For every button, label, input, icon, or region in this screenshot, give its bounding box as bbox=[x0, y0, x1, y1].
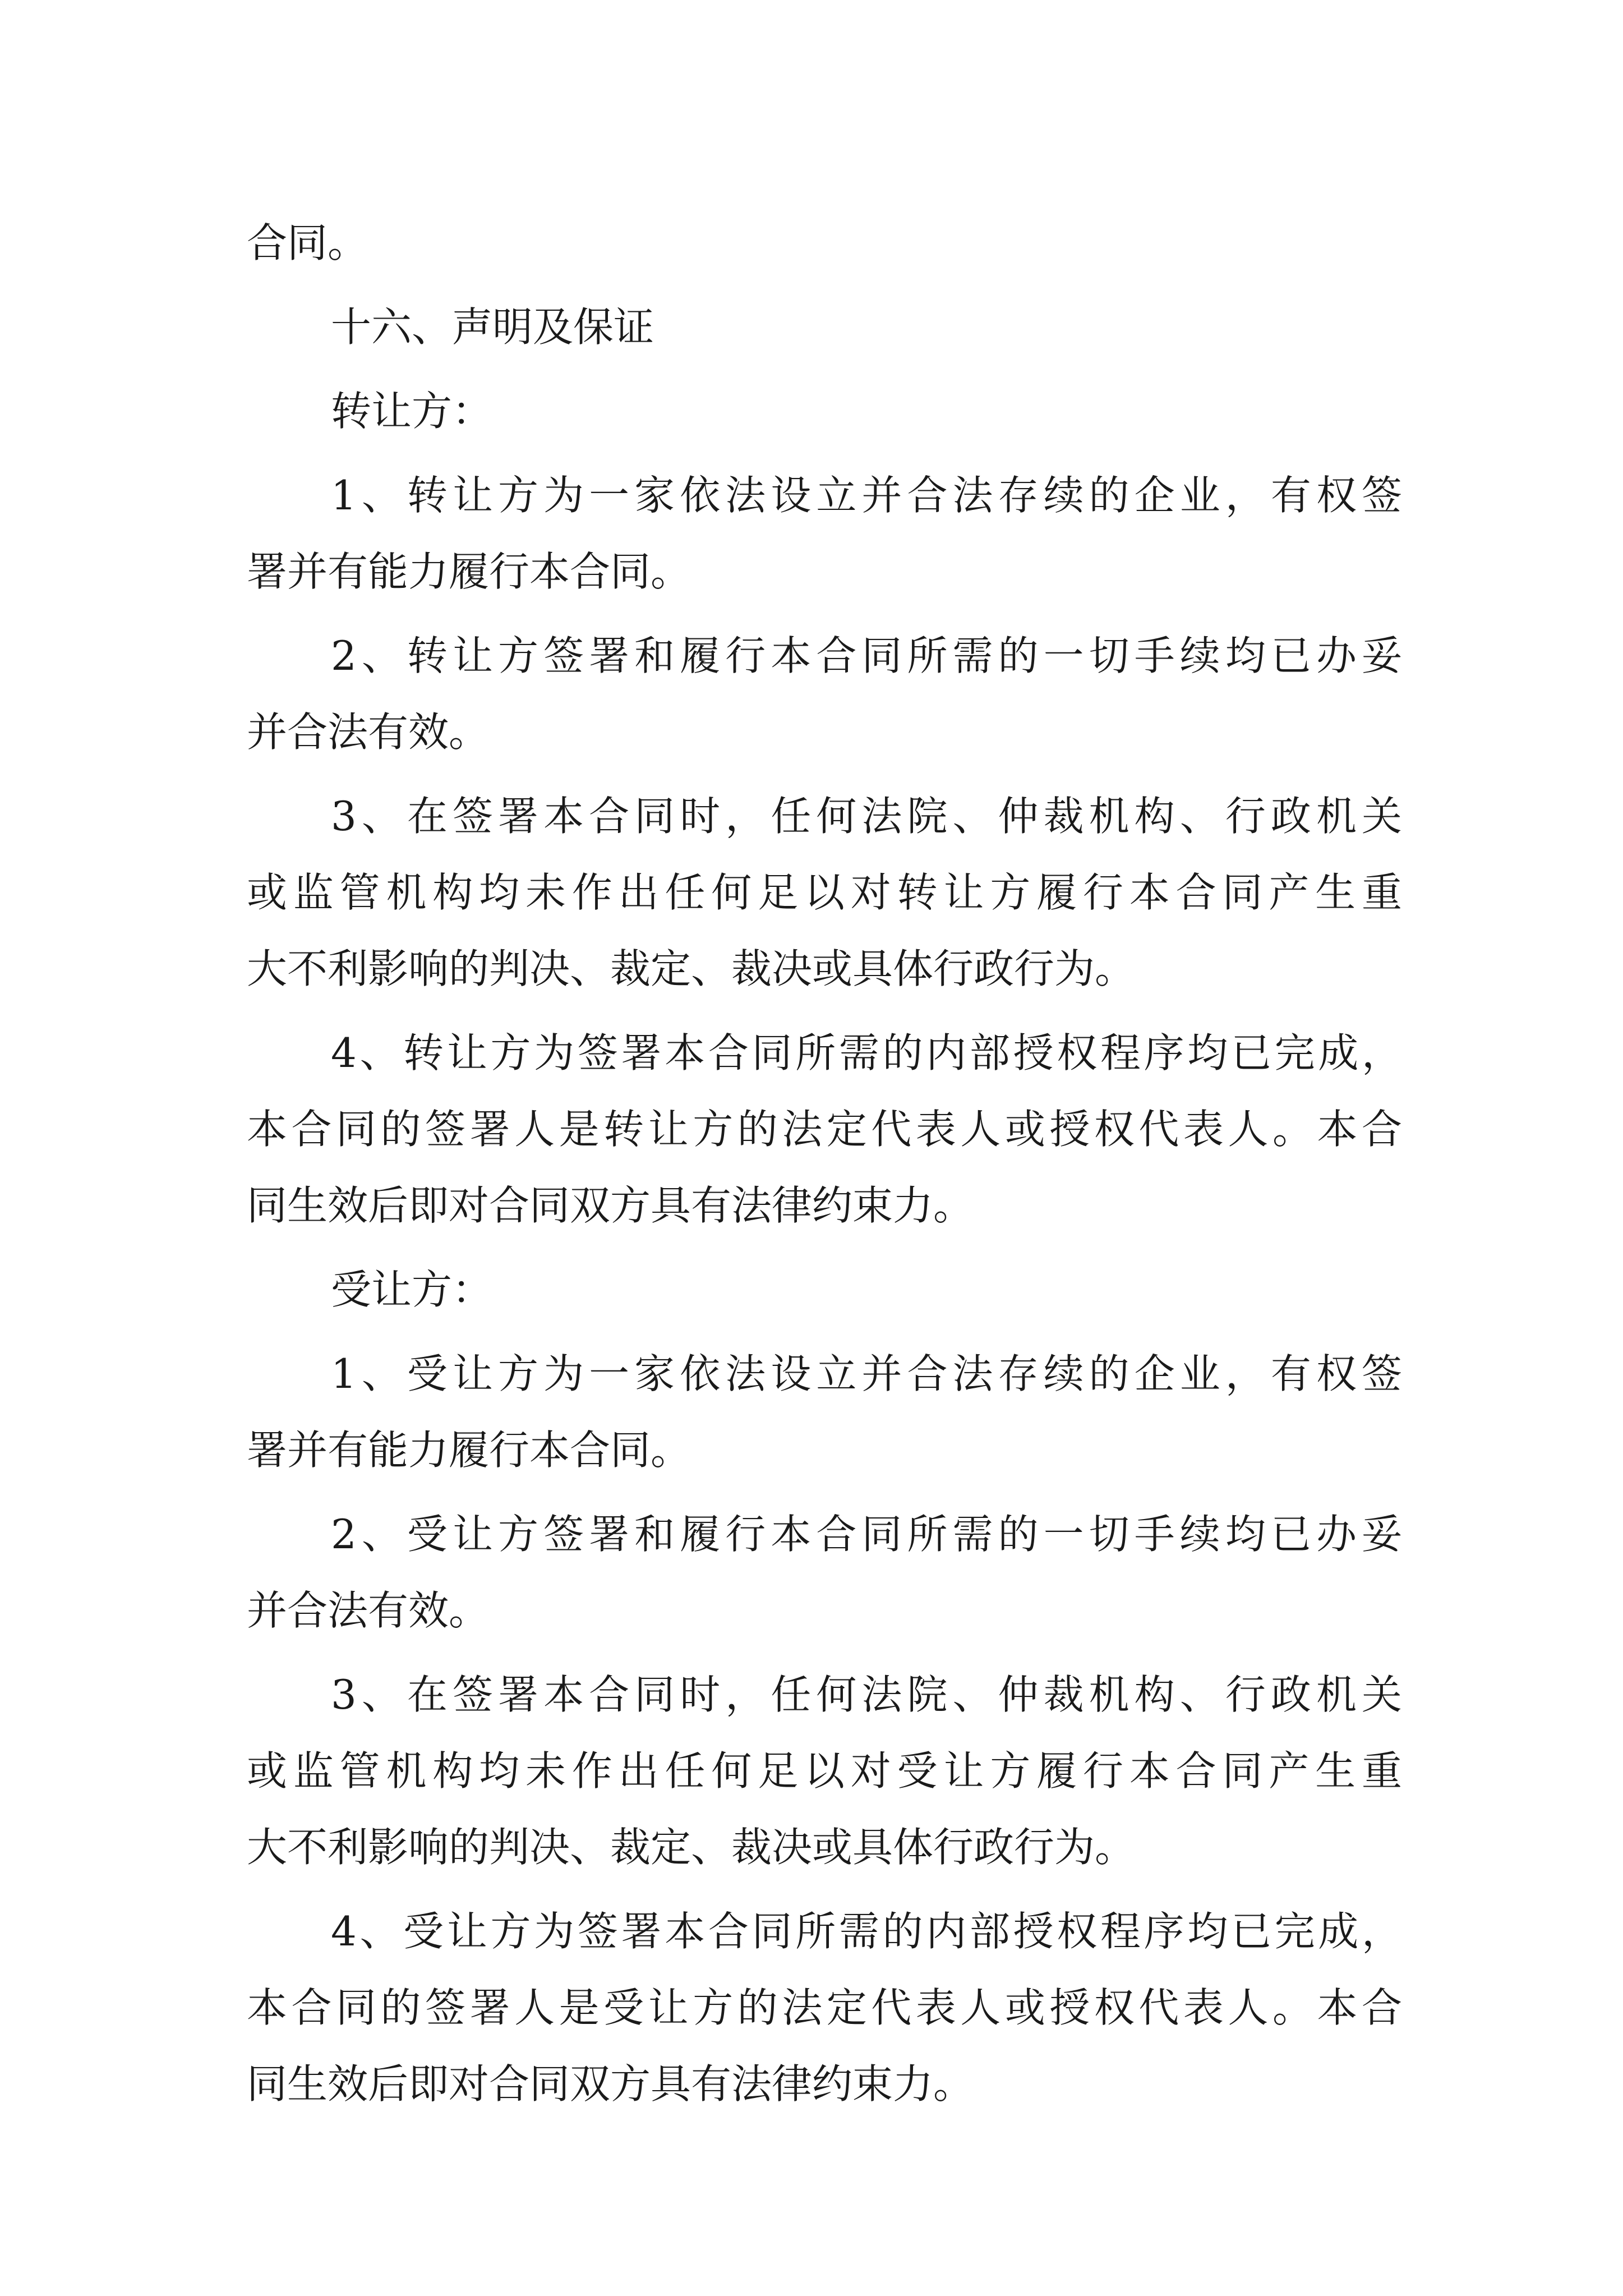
text-line: 1、转让方为一家依法设立并合法存续的企业，有权签 bbox=[331, 472, 1402, 519]
party-heading-transferee: 受让方： bbox=[331, 1266, 493, 1313]
text-line: 合同。 bbox=[247, 219, 368, 266]
text-line: 4、转让方为签署本合同所需的内部授权程序均已完成， bbox=[331, 1029, 1402, 1076]
text-line: 本合同的签署人是转让方的法定代表人或授权代表人。本合 bbox=[247, 1106, 1402, 1153]
text-line: 2、转让方签署和履行本合同所需的一切手续均已办妥 bbox=[331, 632, 1402, 679]
text-line: 4、受让方为签署本合同所需的内部授权程序均已完成， bbox=[331, 1908, 1402, 1955]
text-line: 3、在签署本合同时，任何法院、仲裁机构、行政机关 bbox=[331, 1671, 1402, 1718]
text-line: 并合法有效。 bbox=[247, 1587, 490, 1634]
text-line: 署并有能力履行本合同。 bbox=[247, 1427, 691, 1474]
text-line: 3、在签署本合同时，任何法院、仲裁机构、行政机关 bbox=[331, 793, 1402, 840]
text-line: 同生效后即对合同双方具有法律约束力。 bbox=[247, 1182, 974, 1229]
text-line: 大不利影响的判决、裁定、裁决或具体行政行为。 bbox=[247, 945, 1136, 992]
text-line: 2、受让方签署和履行本合同所需的一切手续均已办妥 bbox=[331, 1511, 1402, 1558]
text-line: 大不利影响的判决、裁定、裁决或具体行政行为。 bbox=[247, 1824, 1136, 1871]
text-line: 或监管机构均未作出任何足以对受让方履行本合同产生重 bbox=[247, 1747, 1402, 1795]
text-line: 署并有能力履行本合同。 bbox=[247, 548, 691, 595]
text-line: 同生效后即对合同双方具有法律约束力。 bbox=[247, 2060, 974, 2108]
text-line: 或监管机构均未作出任何足以对转让方履行本合同产生重 bbox=[247, 869, 1402, 916]
text-line: 1、受让方为一家依法设立并合法存续的企业，有权签 bbox=[331, 1350, 1402, 1397]
section-heading: 十六、声明及保证 bbox=[331, 303, 654, 351]
text-line: 并合法有效。 bbox=[247, 708, 490, 756]
party-heading-transferor: 转让方： bbox=[331, 388, 493, 435]
text-line: 本合同的签署人是受让方的法定代表人或授权代表人。本合 bbox=[247, 1984, 1402, 2031]
